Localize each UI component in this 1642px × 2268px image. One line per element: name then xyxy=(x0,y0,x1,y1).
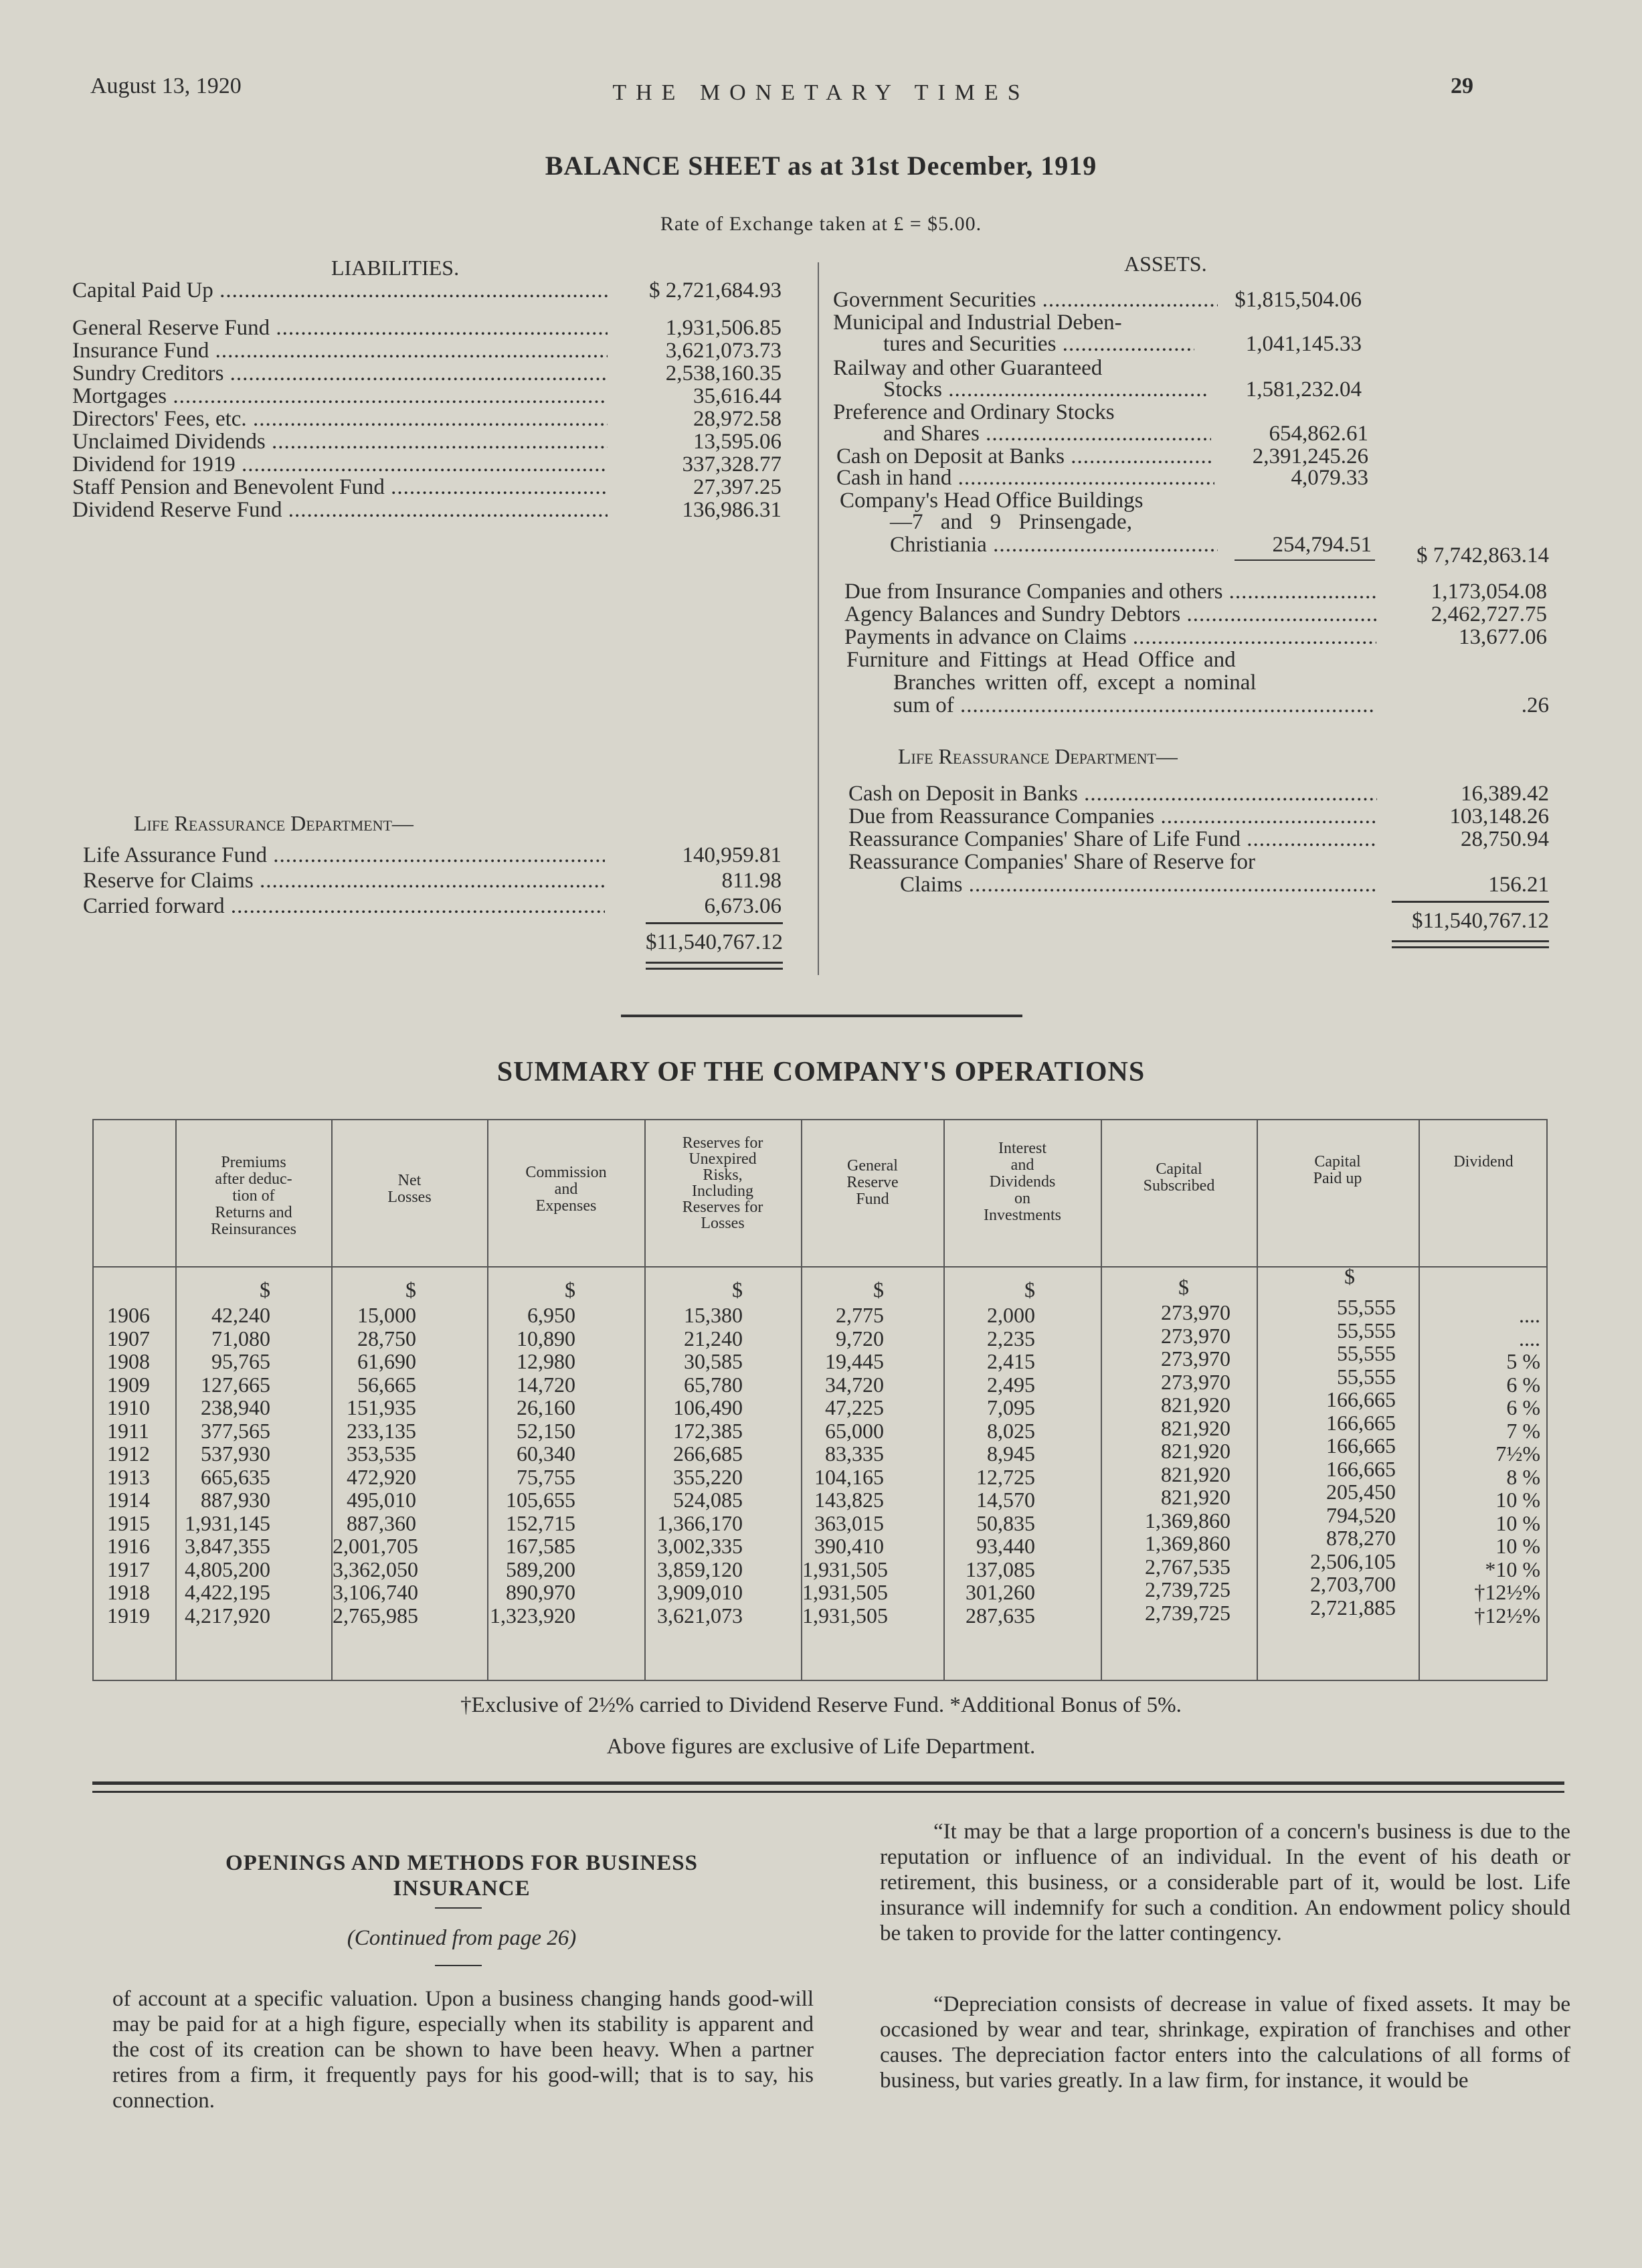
table-cell: 887,930 xyxy=(201,1488,270,1512)
table-footnote: †Exclusive of 2½% carried to Dividend Reserve Fund. *Additional Bonus of 5%. xyxy=(460,1693,1182,1717)
asset-value: 28,750.94 xyxy=(1461,827,1549,851)
table-cell: 273,970 xyxy=(1161,1370,1230,1394)
table-cell: 55,555 xyxy=(1337,1295,1396,1319)
publication-title: THE MONETARY TIMES xyxy=(612,80,1030,105)
article-left-paragraph: of account at a specific valuation. Upon a business changing hands good-will may be paid for at a high figure, especially when its stability is apparent and the cost of its creation can be shown to have been heavy. When a partner retires from a firm, it frequently pays for his good-will; that is to say, his connection. xyxy=(112,1987,814,2113)
table-cell: 83,335 xyxy=(825,1442,884,1466)
asset-label-line: —7 and 9 Prinsengade, xyxy=(890,510,1132,534)
asset-value: 2,391,245.26 xyxy=(1252,444,1368,468)
asset-label: Payments in advance on Claims ..... xyxy=(844,625,1376,649)
table-cell: 52,150 xyxy=(517,1419,575,1443)
table-year-cell: 1917 xyxy=(107,1557,150,1581)
liability-value: $ 2,721,684.93 xyxy=(649,278,782,302)
asset-value: 254,794.51 xyxy=(1272,533,1372,557)
table-cell: 2,001,705 xyxy=(333,1534,418,1558)
column-header-dividend: Dividend xyxy=(1453,1153,1514,1170)
currency-symbol: $ xyxy=(565,1278,575,1302)
asset-label: Claims ..... xyxy=(900,873,1375,897)
table-cell: 14,570 xyxy=(976,1488,1035,1512)
asset-value: 4,079.33 xyxy=(1291,466,1368,490)
liability-label: General Reserve Fund ..... xyxy=(72,316,608,340)
table-cell: 7 % xyxy=(1506,1419,1540,1443)
table-year-cell: 1906 xyxy=(107,1303,150,1327)
currency-symbol: $ xyxy=(260,1278,270,1302)
securities-total: $ 7,742,863.14 xyxy=(1417,543,1549,568)
subtotal-rule xyxy=(646,922,783,924)
table-cell: 93,440 xyxy=(976,1534,1035,1558)
liability-label: Reserve for Claims ..... xyxy=(83,869,605,893)
asset-label-line: Reassurance Companies' Share of Reserve for xyxy=(848,850,1255,874)
table-year-cell: 1912 xyxy=(107,1442,150,1466)
asset-label: Due from Insurance Companies and others ..... xyxy=(844,580,1376,604)
table-year-cell: 1909 xyxy=(107,1373,150,1397)
table-cell: 152,715 xyxy=(506,1511,575,1535)
column-header-commission: Commission and Expenses xyxy=(525,1164,607,1215)
table-cell: 2,415 xyxy=(987,1349,1035,1373)
table-cell: 166,665 xyxy=(1326,1457,1396,1481)
balance-sheet-title: BALANCE SHEET as at 31st December, 1919 xyxy=(545,151,1097,181)
currency-symbol: $ xyxy=(1178,1275,1189,1299)
title-rule xyxy=(435,1907,482,1909)
exchange-rate: Rate of Exchange taken at £ = $5.00. xyxy=(660,213,982,235)
table-cell: 21,240 xyxy=(684,1326,743,1350)
table-cell: 10 % xyxy=(1495,1488,1540,1512)
liability-label: Insurance Fund ..... xyxy=(72,339,608,363)
article-separator xyxy=(92,1781,1564,1785)
asset-label: tures and Securities ..... xyxy=(883,332,1194,356)
table-cell: 6 % xyxy=(1506,1373,1540,1397)
table-cell: 794,520 xyxy=(1326,1503,1396,1527)
liability-label: Sundry Creditors ..... xyxy=(72,361,608,385)
table-cell: 2,506,105 xyxy=(1310,1549,1396,1573)
article-separator xyxy=(92,1791,1564,1793)
table-cell: 151,935 xyxy=(347,1395,416,1419)
table-cell: 1,931,505 xyxy=(802,1580,888,1604)
liability-label: Staff Pension and Benevolent Fund ..... xyxy=(72,475,608,499)
table-cell: 2,739,725 xyxy=(1145,1577,1230,1601)
continued-note: (Continued from page 26) xyxy=(347,1926,577,1950)
table-cell: 301,260 xyxy=(966,1580,1035,1604)
table-cell: 30,585 xyxy=(684,1349,743,1373)
asset-value: 1,173,054.08 xyxy=(1431,580,1547,604)
asset-label-line: Preference and Ordinary Stocks xyxy=(833,400,1115,424)
liability-label: Mortgages ..... xyxy=(72,384,608,408)
table-cell: 143,825 xyxy=(814,1488,884,1512)
article-title-line2: INSURANCE xyxy=(393,1877,531,1901)
table-cell: 105,655 xyxy=(506,1488,575,1512)
asset-value: 103,148.26 xyxy=(1449,804,1549,828)
table-cell: 15,380 xyxy=(684,1303,743,1327)
life-dept-heading-liabilities: Life Reassurance Department— xyxy=(134,811,414,835)
asset-label-line: Furniture and Fittings at Head Office and xyxy=(846,648,1236,672)
table-year-cell: 1911 xyxy=(107,1419,149,1443)
table-year-cell: 1916 xyxy=(107,1534,150,1558)
asset-value: .26 xyxy=(1521,693,1549,717)
subtotal-rule xyxy=(1392,901,1549,903)
table-cell: 7,095 xyxy=(987,1395,1035,1419)
liability-value: 136,986.31 xyxy=(682,498,782,522)
table-cell: 56,665 xyxy=(357,1373,416,1397)
table-cell: 166,665 xyxy=(1326,1433,1396,1458)
table-cell: 166,665 xyxy=(1326,1387,1396,1411)
liabilities-heading: LIABILITIES. xyxy=(331,256,460,280)
column-header-reserves: Reserves for Unexpired Risks, Including Reserves for Losses xyxy=(682,1134,763,1232)
asset-value: 654,862.61 xyxy=(1269,422,1368,446)
liability-value: 28,972.58 xyxy=(693,407,782,431)
table-cell: 167,585 xyxy=(506,1534,575,1558)
table-cell: 75,755 xyxy=(517,1465,575,1489)
liability-value: 140,959.81 xyxy=(682,843,782,867)
table-cell: 390,410 xyxy=(814,1534,884,1558)
table-cell: 8,025 xyxy=(987,1419,1035,1443)
liability-label: Capital Paid Up ..... xyxy=(72,278,608,302)
assets-total: $11,540,767.12 xyxy=(1411,909,1549,933)
column-header-capital-paid: Capital Paid up xyxy=(1313,1153,1362,1187)
asset-value: $1,815,504.06 xyxy=(1235,288,1362,312)
table-cell: 4,217,920 xyxy=(185,1603,270,1628)
table-cell: 55,555 xyxy=(1337,1341,1396,1365)
table-year-cell: 1913 xyxy=(107,1465,150,1489)
table-cell: *10 % xyxy=(1485,1557,1540,1581)
table-cell: 15,000 xyxy=(357,1303,416,1327)
liabilities-total: $11,540,767.12 xyxy=(645,930,783,954)
table-cell: 273,970 xyxy=(1161,1324,1230,1348)
currency-symbol: $ xyxy=(732,1278,743,1302)
table-cell: 878,270 xyxy=(1326,1526,1396,1550)
table-cell: 589,200 xyxy=(506,1557,575,1581)
article-title-line1: OPENINGS AND METHODS FOR BUSINESS xyxy=(225,1851,698,1875)
liability-value: 337,328.77 xyxy=(682,452,782,476)
table-year-cell: 1907 xyxy=(107,1326,150,1350)
title-rule xyxy=(435,1965,482,1966)
table-cell: 2,739,725 xyxy=(1145,1601,1230,1625)
total-rule xyxy=(1392,946,1549,948)
table-cell: 3,859,120 xyxy=(657,1557,743,1581)
asset-label: Cash in hand ..... xyxy=(836,466,1214,490)
asset-label: Cash on Deposit at Banks ..... xyxy=(836,444,1214,468)
table-year-cell: 1914 xyxy=(107,1488,150,1512)
asset-value: 1,581,232.04 xyxy=(1245,377,1362,402)
table-year-cell: 1918 xyxy=(107,1580,150,1604)
currency-symbol: $ xyxy=(1344,1264,1355,1288)
table-cell: 127,665 xyxy=(201,1373,270,1397)
article-right-paragraph-2: “Depreciation consists of decrease in value of fixed assets. It may be occasioned by wear and tear, shrinkage, expiration of franchises and other causes. The depreciation factor enters into the calculations of all forms of business, but varies greatly. In a law firm, for instance, it would be xyxy=(880,1992,1570,2093)
table-cell: 273,970 xyxy=(1161,1346,1230,1371)
liability-value: 35,616.44 xyxy=(693,384,782,408)
table-cell: 5 % xyxy=(1506,1349,1540,1373)
table-cell: 890,970 xyxy=(506,1580,575,1604)
article-right-paragraph-1: “It may be that a large proportion of a concern's business is due to the reputation or influence of an individual. In the event of his death or retirement, this business, or a considerable part of it, would be lost. Life insurance will indemnify for such a condition. An endowment policy should be taken to provide for the latter contingency. xyxy=(880,1820,1570,1945)
summary-title: SUMMARY OF THE COMPANY'S OPERATIONS xyxy=(496,1057,1146,1087)
table-cell: 665,635 xyxy=(201,1465,270,1489)
currency-symbol: $ xyxy=(1024,1278,1035,1302)
table-cell: 3,847,355 xyxy=(185,1534,270,1558)
table-cell: 1,369,860 xyxy=(1145,1531,1230,1555)
asset-label-line: Railway and other Guaranteed xyxy=(833,356,1103,380)
table-cell: 47,225 xyxy=(825,1395,884,1419)
assets-heading: ASSETS. xyxy=(1124,252,1207,276)
table-cell: 14,720 xyxy=(517,1373,575,1397)
table-cell: 50,835 xyxy=(976,1511,1035,1535)
column-header-premiums: Premiums after deduc- tion of Returns and Reinsurances xyxy=(211,1154,296,1238)
table-cell: 821,920 xyxy=(1161,1416,1230,1440)
table-cell: 2,765,985 xyxy=(333,1603,418,1628)
table-cell: 60,340 xyxy=(517,1442,575,1466)
liability-value: 13,595.06 xyxy=(693,430,782,454)
table-cell: 8,945 xyxy=(987,1442,1035,1466)
table-cell: 65,780 xyxy=(684,1373,743,1397)
table-cell: 7½% xyxy=(1495,1442,1540,1466)
table-cell: 19,445 xyxy=(825,1349,884,1373)
table-cell: 2,767,535 xyxy=(1145,1555,1230,1579)
table-cell: 363,015 xyxy=(814,1511,884,1535)
table-cell: 137,085 xyxy=(966,1557,1035,1581)
table-cell: 287,635 xyxy=(966,1603,1035,1628)
table-cell: 353,535 xyxy=(347,1442,416,1466)
table-year-cell: 1919 xyxy=(107,1603,150,1628)
table-cell: 10,890 xyxy=(517,1326,575,1350)
total-rule xyxy=(1392,940,1549,942)
total-rule xyxy=(646,962,783,964)
asset-label-line: Branches written off, except a nominal xyxy=(893,671,1257,695)
table-cell: 6 % xyxy=(1506,1395,1540,1419)
table-cell: 28,750 xyxy=(357,1326,416,1350)
table-cell: 166,665 xyxy=(1326,1411,1396,1435)
table-cell: 42,240 xyxy=(211,1303,270,1327)
currency-symbol: $ xyxy=(405,1278,416,1302)
table-cell: 1,323,920 xyxy=(490,1603,575,1628)
table-cell: 355,220 xyxy=(673,1465,743,1489)
table-cell: 1,931,505 xyxy=(802,1557,888,1581)
table-year-cell: 1910 xyxy=(107,1395,150,1419)
table-cell: 2,721,885 xyxy=(1310,1595,1396,1620)
asset-label: Christiania ..... xyxy=(890,533,1218,557)
column-header-interest: Interest and Dividends on Investments xyxy=(984,1140,1061,1224)
asset-value: 1,041,145.33 xyxy=(1245,332,1362,356)
column-header-net-losses: Net Losses xyxy=(387,1172,432,1206)
table-cell: 9,720 xyxy=(836,1326,884,1350)
issue-date: August 13, 1920 xyxy=(90,74,242,98)
life-dept-heading-assets: Life Reassurance Department— xyxy=(898,744,1178,768)
table-cell: †12½% xyxy=(1474,1603,1540,1628)
liability-value: 3,621,073.73 xyxy=(665,339,782,363)
table-cell: 3,106,740 xyxy=(333,1580,418,1604)
table-cell: 3,909,010 xyxy=(657,1580,743,1604)
asset-value: 156.21 xyxy=(1488,873,1549,897)
table-cell: 4,422,195 xyxy=(185,1580,270,1604)
section-separator xyxy=(621,1015,1022,1017)
table-cell: 821,920 xyxy=(1161,1439,1230,1463)
table-cell: 273,970 xyxy=(1161,1300,1230,1324)
table-cell: 887,360 xyxy=(347,1511,416,1535)
asset-label: Cash on Deposit in Banks ..... xyxy=(848,782,1377,806)
table-cell: 3,362,050 xyxy=(333,1557,418,1581)
table-cell: 1,931,505 xyxy=(802,1603,888,1628)
table-cell: 12,980 xyxy=(517,1349,575,1373)
table-cell: 3,621,073 xyxy=(657,1603,743,1628)
table-cell: 2,235 xyxy=(987,1326,1035,1350)
table-cell: 10 % xyxy=(1495,1534,1540,1558)
liability-value: 811.98 xyxy=(721,869,782,893)
table-cell: .... xyxy=(1519,1303,1540,1327)
asset-label: Reassurance Companies' Share of Life Fund ..... xyxy=(848,827,1377,851)
table-cell: 3,002,335 xyxy=(657,1534,743,1558)
table-cell: 472,920 xyxy=(347,1465,416,1489)
currency-symbol: $ xyxy=(873,1278,884,1302)
table-note: Above figures are exclusive of Life Department. xyxy=(606,1735,1036,1759)
table-cell: †12½% xyxy=(1474,1580,1540,1604)
asset-value: 16,389.42 xyxy=(1461,782,1549,806)
liability-value: 6,673.06 xyxy=(704,894,782,918)
liability-label: Dividend Reserve Fund ..... xyxy=(72,498,608,522)
table-cell: 55,555 xyxy=(1337,1318,1396,1342)
table-cell: 12,725 xyxy=(976,1465,1035,1489)
asset-label-line: Municipal and Industrial Deben- xyxy=(833,311,1122,335)
table-cell: 6,950 xyxy=(527,1303,575,1327)
column-header-general-reserve: General Reserve Fund xyxy=(846,1157,899,1208)
table-cell: 104,165 xyxy=(814,1465,884,1489)
table-cell: 71,080 xyxy=(211,1326,270,1350)
page-number: 29 xyxy=(1451,74,1473,98)
table-cell: 55,555 xyxy=(1337,1365,1396,1389)
table-cell: 26,160 xyxy=(517,1395,575,1419)
table-cell: 2,495 xyxy=(987,1373,1035,1397)
liability-label: Directors' Fees, etc. ..... xyxy=(72,407,608,431)
asset-label: Due from Reassurance Companies ..... xyxy=(848,804,1377,828)
table-cell: 537,930 xyxy=(201,1442,270,1466)
table-cell: 1,366,170 xyxy=(657,1511,743,1535)
table-cell: 524,085 xyxy=(673,1488,743,1512)
asset-label: Stocks ..... xyxy=(883,377,1208,402)
asset-label: and Shares ..... xyxy=(883,422,1211,446)
table-cell: 10 % xyxy=(1495,1511,1540,1535)
liability-label: Dividend for 1919 ..... xyxy=(72,452,608,476)
column-divider xyxy=(818,262,819,975)
column-header-capital-subscribed: Capital Subscribed xyxy=(1143,1160,1215,1195)
table-cell: 2,000 xyxy=(987,1303,1035,1327)
table-cell: 8 % xyxy=(1506,1465,1540,1489)
asset-label: sum of ..... xyxy=(893,693,1375,717)
table-cell: 34,720 xyxy=(825,1373,884,1397)
table-cell: 95,765 xyxy=(211,1349,270,1373)
table-cell: 65,000 xyxy=(825,1419,884,1443)
table-year-cell: 1908 xyxy=(107,1349,150,1373)
table-cell: 233,135 xyxy=(347,1419,416,1443)
liability-value: 27,397.25 xyxy=(693,475,782,499)
liability-label: Life Assurance Fund ..... xyxy=(83,843,605,867)
table-cell: 377,565 xyxy=(201,1419,270,1443)
liability-value: 1,931,506.85 xyxy=(665,316,782,340)
table-cell: .... xyxy=(1519,1326,1540,1350)
asset-label-line: Company's Head Office Buildings xyxy=(840,489,1144,513)
liability-value: 2,538,160.35 xyxy=(665,361,782,385)
table-cell: 4,805,200 xyxy=(185,1557,270,1581)
asset-label: Government Securities ..... xyxy=(833,288,1218,312)
asset-value: 2,462,727.75 xyxy=(1431,602,1547,626)
total-rule xyxy=(646,968,783,970)
asset-label: Agency Balances and Sundry Debtors ..... xyxy=(844,602,1376,626)
table-cell: 821,920 xyxy=(1161,1393,1230,1417)
table-cell: 266,685 xyxy=(673,1442,743,1466)
table-cell: 821,920 xyxy=(1161,1485,1230,1509)
table-cell: 495,010 xyxy=(347,1488,416,1512)
table-cell: 205,450 xyxy=(1326,1480,1396,1504)
table-year-cell: 1915 xyxy=(107,1511,150,1535)
table-cell: 1,931,145 xyxy=(185,1511,270,1535)
table-cell: 2,703,700 xyxy=(1310,1572,1396,1596)
table-cell: 106,490 xyxy=(673,1395,743,1419)
table-cell: 2,775 xyxy=(836,1303,884,1327)
liability-label: Carried forward ..... xyxy=(83,894,605,918)
table-cell: 238,940 xyxy=(201,1395,270,1419)
table-cell: 61,690 xyxy=(357,1349,416,1373)
liability-label: Unclaimed Dividends ..... xyxy=(72,430,608,454)
table-cell: 172,385 xyxy=(673,1419,743,1443)
table-cell: 1,369,860 xyxy=(1145,1508,1230,1533)
table-cell: 821,920 xyxy=(1161,1462,1230,1486)
asset-value: 13,677.06 xyxy=(1459,625,1547,649)
